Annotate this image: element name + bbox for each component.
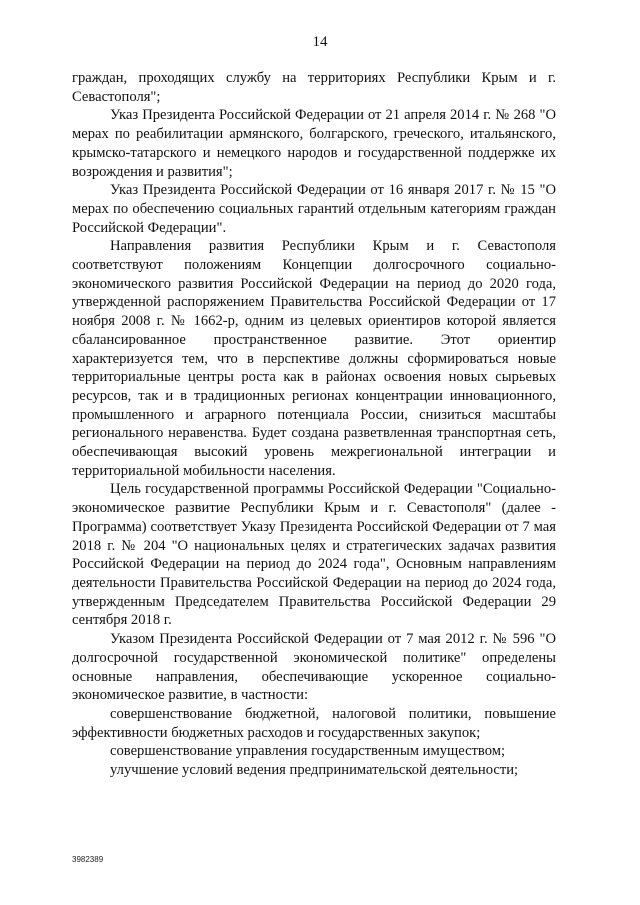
- list-item-business-conditions: улучшение условий ведения предпринимательской деятельности;: [110, 762, 519, 779]
- document-code: 3982389: [72, 855, 104, 864]
- page-number: 14: [312, 34, 328, 50]
- paragraph-decree-268: Указ Президента Российской Федерации от 21 апреля 2014 г. № 268 "О мерах по реабилитации армянского, болгарского, греческого, итальянского, крымско-татарского и немецкого народов и государственной поддержке их возрождения и развития";: [72, 107, 556, 180]
- paragraph-development-directions: Направления развития Республики Крым и г. Севастополя соответствуют положениям Концепции долгосрочного социально-экономического развития Российской Федерации на период до 2020 года, утвержденной распоряжением Правительства Российской Федерации от 17 ноября 2008 г. № 1662-р, одним из целевых ориентиров которой является сбалансированное пространственное развитие. Этот ориентир характеризуется тем, что в перспективе должны сформироваться новые территориальные центры роста как в районах освоения новых сырьевых ресурсов, так и в традиционных регионах концентрации инновационного, промышленного и аграрного потенциала России, снизиться масштабы регионального неравенства. Будет создана разветвленная транспортная сеть, обеспечивающая высокий уровень межрегиональной интеграции и территориальной мобильности населения.: [72, 238, 556, 479]
- paragraph-decree-596: Указом Президента Российской Федерации от 7 мая 2012 г. № 596 "О долгосрочной государственной экономической политике" определены основные направления, обеспечивающие ускоренное социально-экономическое развитие, в частности:: [72, 631, 556, 704]
- paragraph-decree-15: Указ Президента Российской Федерации от 16 января 2017 г. № 15 "О мерах по обеспечению социальных гарантий отдельным категориям граждан Российской Федерации".: [72, 182, 556, 236]
- document-body: [72, 69, 556, 780]
- paragraph-continuation: граждан, проходящих службу на территориях Республики Крым и г. Севастополя";: [72, 70, 556, 105]
- list-item-property-management: совершенствование управления государственным имуществом;: [110, 743, 506, 760]
- paragraph-program-goal: Цель государственной программы Российской Федерации "Социально-экономическое развитие Республики Крым и г. Севастополя" (далее - Программа) соответствует Указу Президента Российской Федерации от 7 мая 2018 г. № 204 "О национальных целях и стратегических задачах развития Российской Федерации на период до 2024 года", Основным направлениям деятельности Правительства Российской Федерации на период до 2024 года, утвержденным Председателем Правительства Российской Федерации 29 сентября 2018 г.: [72, 481, 556, 629]
- list-item-budget-policy: совершенствование бюджетной, налоговой политики, повышение эффективности бюджетных расходов и государственных закупок;: [72, 705, 556, 741]
